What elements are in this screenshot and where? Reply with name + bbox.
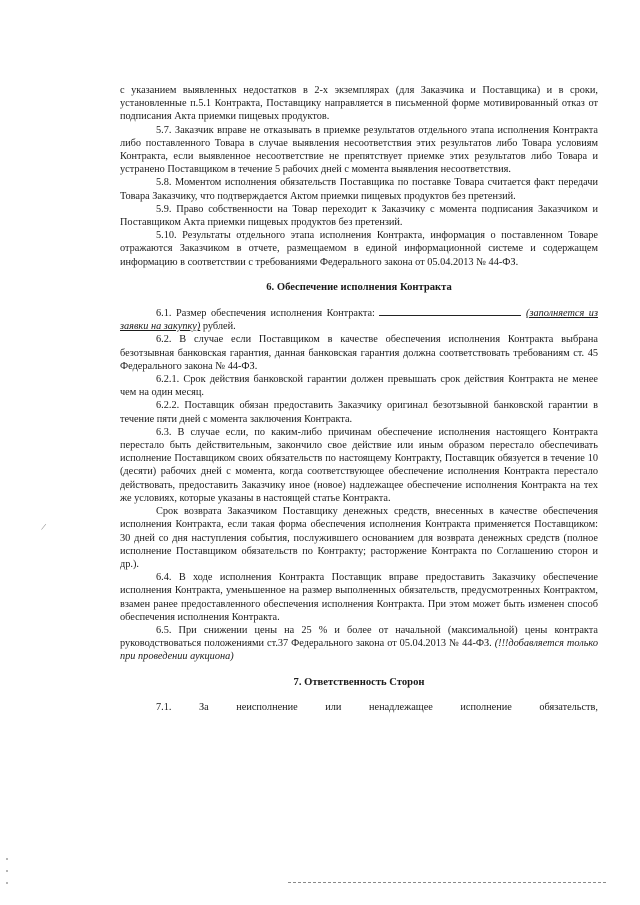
scan-edge-dots — [6, 858, 10, 898]
paragraph-5-8: 5.8. Моментом исполнения обязательств Поставщика по поставке Товара считается факт передачи Товара Заказчику, что подтверждается Актом приемки пищевых продуктов без претензий. — [120, 177, 598, 202]
paragraph-6-5-text: 6.5. При снижении цены на 25 % и более от начальной (максимальной) цены контракта руководствоваться положениями ст.37 Федерального закона от 05.04.2013 № 44-ФЗ. — [120, 624, 598, 650]
paragraph-6-1-tail: рублей. — [200, 321, 236, 333]
paragraph-6-2-2: 6.2.2. Поставщик обязан предоставить Заказчику оригинал безотзывной банковской гарантии в течение пяти дней с момента заключения Контракта. — [120, 400, 598, 425]
paragraph-7-1-word: обязательств, — [539, 701, 598, 713]
amount-blank-field — [379, 306, 521, 316]
section-7-heading: 7. Ответственность Сторон — [293, 676, 425, 688]
paragraph-6-1-note: (заполняется из заявки на закупку) — [120, 308, 598, 333]
document-body — [120, 84, 598, 714]
paragraph-7-1-word: 7.1. — [156, 701, 172, 713]
footer-dashed-line — [288, 882, 606, 883]
paragraph-7-1-word: ненадлежащее — [368, 701, 433, 713]
paragraph-6-2: 6.2. В случае если Поставщиком в качестве обеспечения исполнения Контракта выбрана безотзывная банковская гарантия, данная банковская гарантия должна соответствовать требованиям ст. 45 Федерального закона № 44-ФЗ. — [120, 334, 598, 372]
paragraph-6-1 — [120, 306, 598, 333]
margin-pen-mark: / — [40, 521, 47, 534]
paragraph-7-1-word: или — [325, 701, 342, 713]
paragraph-5-10: 5.10. Результаты отдельного этапа исполнения Контракта, информация о поставленном Товаре отражаются Заказчиком в отчете, размещаемом в единой информационной системе и содержащем информацию в соответствии с требованиями Федерального закона от 05.04.2013 № 44-ФЗ. — [120, 230, 598, 268]
paragraph-5-7: 5.7. Заказчик вправе не отказывать в приемке результатов отдельного этапа исполнения Контракта либо поставленного Товара в случае выявления несоответствия этих результатов либо Товара условиям Контракта, если выявленное несоответствие не препятствует приемке этих результатов либо Товара и устранено Поставщиком в течение 5 рабочих дней с момента выявления несоответствия. — [120, 124, 598, 176]
paragraph-6-1-lead: 6.1. Размер обеспечения исполнения Контракта: — [156, 308, 375, 320]
paragraph-6-3-refund: Срок возврата Заказчиком Поставщику денежных средств, внесенных в качестве обеспечения исполнения Контракта, если такая форма обеспечения исполнения Контракта применяется Поставщиком: 30 дней со дня наступления события, послужившего основанием для возврата денежных средств (полное исполнение Поставщиком обязательств по Контракту; расторжение Контракта по Соглашению сторон и др.). — [120, 506, 598, 570]
paragraph-7-1-word: За — [198, 701, 209, 713]
paragraph-7-1-word: исполнение — [460, 701, 512, 713]
paragraph-5-9: 5.9. Право собственности на Товар переходит к Заказчику с момента подписания Заказчиком и Поставщиком Акта приемки пищевых продуктов без претензий. — [120, 203, 598, 229]
paragraph-6-5-note: (!!!добавляется только при проведении аукциона) — [120, 638, 598, 663]
paragraph-6-4: 6.4. В ходе исполнения Контракта Поставщик вправе предоставить Заказчику обеспечение исполнения Контракта, уменьшенное на размер выполненных обязательств, предусмотренных Контрактом, взамен ранее предоставленного обеспечения исполнения Контракта. При этом может быть изменен способ обеспечения исполнения Контракта. — [120, 572, 598, 623]
section-6-heading: 6. Обеспечение исполнения Контракта — [266, 281, 452, 293]
paragraph-5-6-continuation: с указанием выявленных недостатков в 2-х экземплярах (для Заказчика и Поставщика) и в сроки, установленные п.5.1 Контракта, Поставщику направляется в письменной форме мотивированный отказ от подписания Акта приемки пищевых продуктов. — [120, 85, 598, 123]
paragraph-7-1-word: неисполнение — [236, 701, 298, 713]
paragraph-6-3: 6.3. В случае если, по каким-либо причинам обеспечение исполнения настоящего Контракта перестало быть действительным, закончило свое действие или иным образом перестало обеспечивать исполнение Поставщиком своих обязательств по настоящему Контракту, Поставщик обязуется в течение 10 (десяти) рабочих дней с момента, когда соответствующее обеспечение исполнения Контракта перестало действовать, предоставить Заказчику иное (новое) надлежащее обеспечение исполнения Контракта на тех же условиях, которые указаны в настоящей статье Контракта. — [120, 426, 598, 504]
paragraph-6-5 — [120, 624, 598, 664]
paragraph-7-1 — [120, 701, 598, 714]
paragraph-6-2-1: 6.2.1. Срок действия банковской гарантии должен превышать срок действия Контракта не менее чем на один месяц. — [120, 374, 598, 399]
